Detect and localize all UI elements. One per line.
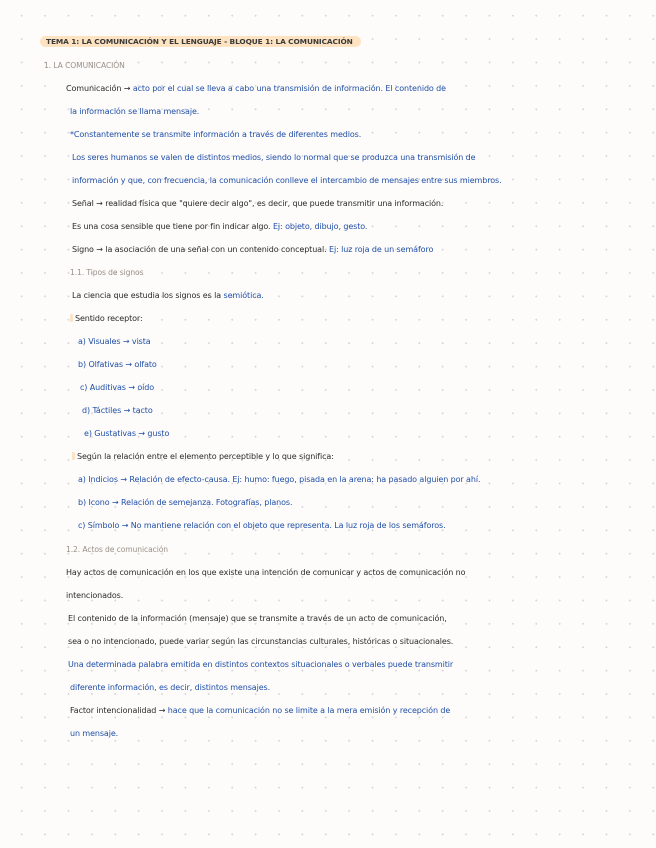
signo-line bbox=[72, 244, 433, 256]
term-senal: Señal → bbox=[72, 199, 103, 208]
humanos-line-2: información y que, con frecuencia, la comunicación conlleve el intercambio de mensajes entre sus miembros. bbox=[72, 176, 502, 185]
relacion-item: c) Símbolo → No mantiene relación con el objeto que representa. La luz roja de los semáforos. bbox=[78, 521, 446, 530]
comunicacion-line-1 bbox=[66, 83, 446, 95]
semiotica-line bbox=[72, 290, 264, 302]
def-signo: la asociación de una señal con un contenido conceptual. bbox=[105, 245, 327, 254]
semiotica-term: semiótica. bbox=[223, 291, 264, 300]
contenido-line-2: sea o no intencionado, puede variar según las circunstancias culturales, históricas o situacionales. bbox=[68, 637, 454, 646]
sense-item: a) Visuales → vista bbox=[78, 337, 151, 346]
page-title bbox=[40, 36, 361, 48]
section-heading-1-1: 1.1. Tipos de signos bbox=[70, 268, 144, 277]
signo-example: Ej: luz roja de un semáforo bbox=[329, 245, 434, 254]
senal-line-2 bbox=[72, 221, 367, 233]
title-highlight: TEMA 1: LA COMUNICACIÓN Y EL LENGUAJE - BLOQUE 1: LA COMUNICACIÓN bbox=[40, 36, 361, 47]
term-factor: Factor intencionalidad → bbox=[70, 706, 166, 715]
senal-line-1 bbox=[72, 198, 443, 210]
def-factor-a: hace que la comunicación no se limite a la mera emisión y recepción de bbox=[167, 706, 451, 715]
def-senal-b: Es una cosa sensible que tiene por fin indicar algo. bbox=[72, 222, 271, 231]
def-senal-a: realidad física que "quiere decir algo", es decir, que puede transmitir una información. bbox=[105, 199, 444, 208]
sense-item: d) Táctiles → tacto bbox=[82, 406, 153, 415]
sentido-receptor-heading bbox=[70, 313, 143, 325]
sentido-receptor-label: Sentido receptor: bbox=[75, 314, 143, 323]
def-comunicacion-a: acto por el cual se lleva a cabo una transmisión de información. El contenido de bbox=[132, 84, 446, 93]
term-comunicacion: Comunicación → bbox=[66, 84, 131, 93]
humanos-line-1: Los seres humanos se valen de distintos medios, siendo lo normal que se produzca una transmisión de bbox=[72, 153, 476, 162]
factor-line-2: un mensaje. bbox=[70, 729, 119, 738]
actos-line-2: intencionados. bbox=[66, 591, 124, 600]
senal-example: Ej: objeto, dibujo, gesto. bbox=[272, 222, 368, 231]
relacion-item: b) Icono → Relación de semejanza. Fotografías, planos. bbox=[78, 498, 293, 507]
semiotica-text: La ciencia que estudia los signos es la bbox=[72, 291, 222, 300]
sense-item: e) Gustativas → gusto bbox=[84, 429, 170, 438]
relacion-item: a) Indicios → Relación de efecto-causa. Ej: humo: fuego, pisada en la arena: ha pasado alguien por ahí. bbox=[78, 475, 481, 484]
contenido-line-4: diferente información, es decir, distintos mensajes. bbox=[70, 683, 271, 692]
sense-item: b) Olfativas → olfato bbox=[78, 360, 157, 369]
sense-item: c) Auditivas → oído bbox=[80, 383, 155, 392]
constantly-line: *Constantemente se transmite información a través de diferentes medios. bbox=[70, 130, 362, 139]
contenido-line-3: Una determinada palabra emitida en distintos contextos situacionales o verbales puede transmitir bbox=[68, 660, 454, 669]
relacion-heading bbox=[72, 451, 334, 463]
contenido-line-1: El contenido de la información (mensaje) que se transmite a través de un acto de comunicación, bbox=[68, 614, 447, 623]
factor-line-1 bbox=[70, 705, 450, 717]
section-heading-1-2: 1.2. Actos de comunicación bbox=[66, 545, 168, 554]
comunicacion-line-2: la información se llama mensaje. bbox=[70, 107, 200, 116]
bullet-mark bbox=[72, 452, 75, 460]
relacion-label: Según la relación entre el elemento perceptible y lo que significa: bbox=[77, 452, 334, 461]
bullet-mark bbox=[70, 314, 73, 322]
term-signo: Signo → bbox=[72, 245, 103, 254]
actos-line-1: Hay actos de comunicación en los que existe una intención de comunicar y actos de comunicación no bbox=[66, 568, 466, 577]
section-heading-1: 1. LA COMUNICACIÓN bbox=[44, 61, 125, 70]
